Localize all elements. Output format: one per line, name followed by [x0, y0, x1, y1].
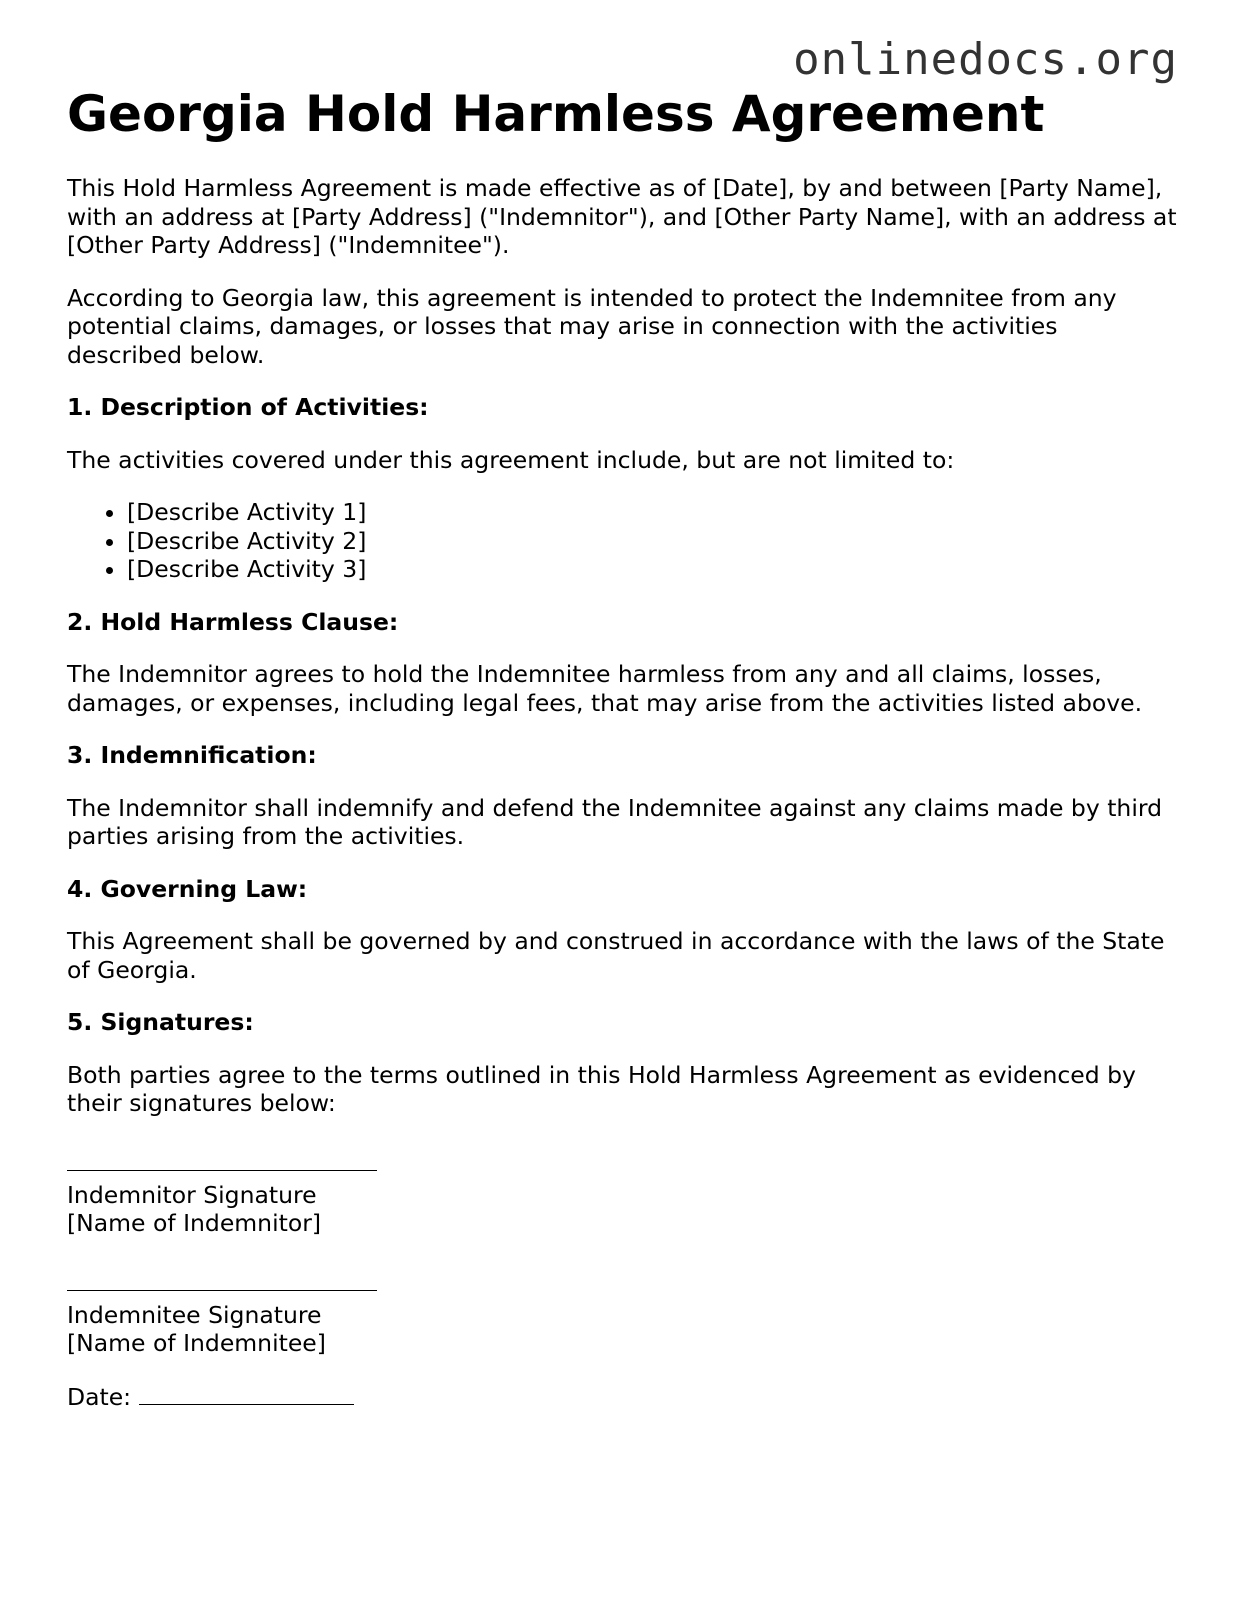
indemnification-text: The Indemnitor shall indemnify and defend the Indemnitee against any claims made by third parties arising from the activities.: [67, 793, 1163, 850]
indemnitee-signature-block: [67, 1290, 1177, 1358]
indemnitor-signature-line[interactable]: [67, 1170, 377, 1171]
document-page: [67, 84, 1177, 1411]
indemnitee-name: [Name of Indemnitee]: [67, 1329, 326, 1357]
list-item: • [Describe Activity 1]: [127, 498, 1177, 527]
section-heading-hold-harmless: 2. Hold Harmless Clause:: [67, 607, 399, 636]
indemnitor-signature-label: Indemnitor Signature: [67, 1180, 317, 1209]
indemnitor-name: [Name of Indemnitor]: [67, 1209, 322, 1237]
activities-list: [67, 498, 1177, 584]
list-item: • [Describe Activity 2]: [127, 527, 1177, 556]
section-heading-indemnification: 3. Indemnification:: [67, 741, 317, 769]
section-heading-governing-law: 4. Governing Law:: [67, 874, 308, 903]
indemnitor-signature-block: [67, 1170, 1177, 1238]
document-title: Georgia Hold Harmless Agreement: [67, 85, 1045, 143]
intro-paragraph: This Hold Harmless Agreement is made effective as of [Date], by and between [Party Name], with an address at [Party Address] ("Indemnitor"), and [Other Party Name], with an address at [Other Party Address] ("Indemnitee").: [67, 174, 1177, 259]
date-row: [67, 1382, 1177, 1412]
date-field-line[interactable]: [139, 1382, 354, 1405]
activities-text: The activities covered under this agreement include, but are not limited to:: [67, 445, 955, 474]
watermark: onlinedocs.org: [793, 34, 1178, 85]
list-item: • [Describe Activity 3]: [127, 555, 1177, 584]
purpose-paragraph: According to Georgia law, this agreement is intended to protect the Indemnitee from any potential claims, damages, or losses that may arise in connection with the activities described below.: [67, 283, 1117, 369]
date-label: Date:: [67, 1382, 132, 1411]
section-heading-activities: 1. Description of Activities:: [67, 393, 429, 421]
hold-harmless-text: The Indemnitor agrees to hold the Indemnitee harmless from any and all claims, losses, damages, or expenses, including legal fees, that may arise from the activities listed above.: [67, 660, 1143, 717]
governing-law-text: This Agreement shall be governed by and construed in accordance with the laws of the State of Georgia.: [67, 927, 1165, 984]
signatures-text: Both parties agree to the terms outlined in this Hold Harmless Agreement as evidenced by their signatures below:: [67, 1060, 1136, 1117]
indemnitee-signature-line[interactable]: [67, 1290, 377, 1291]
indemnitee-signature-label: Indemnitee Signature: [67, 1300, 322, 1329]
section-heading-signatures: 5. Signatures:: [67, 1008, 254, 1036]
